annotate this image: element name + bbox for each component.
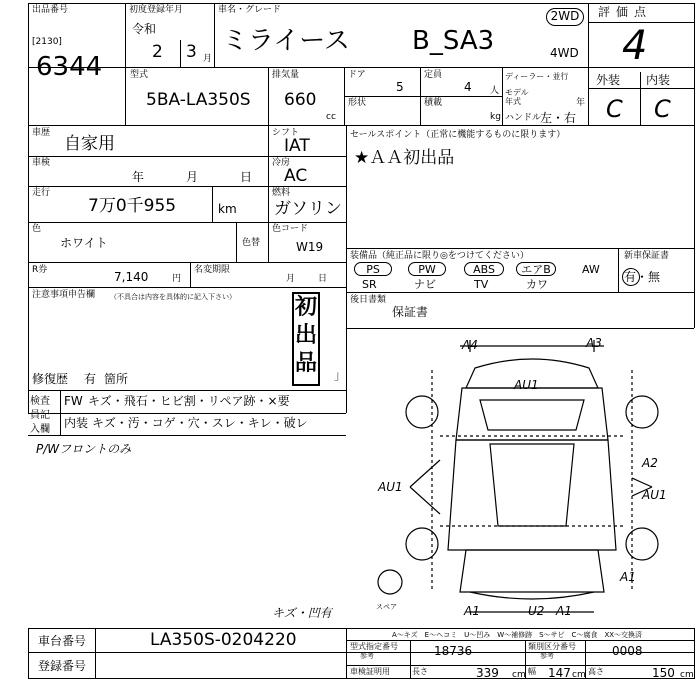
drive-2wd: 2WD (546, 8, 584, 26)
dimensions-label: 車検証明用 (350, 667, 390, 676)
model-designation-ref: 参考 (360, 652, 374, 660)
length-unit: cm (512, 670, 526, 680)
registration-year: 2 (152, 42, 163, 62)
repair-label: 修復歴 (32, 372, 69, 386)
ac: AC (284, 166, 308, 186)
inspection-label: 車検 (32, 158, 51, 168)
score-label: 評価点 (598, 5, 653, 19)
ac-label: 冷房 (272, 158, 291, 168)
dealer-label: ディーラー・並行 (505, 72, 569, 81)
category-label: 車歴 (32, 128, 51, 138)
doors-label: ドア (348, 70, 366, 80)
damage-legend: A～キズ E～ヘコミ U～凹み W～補修跡 S～サビ C～腐食 XX～交換済 (392, 631, 643, 639)
stamp-text: 初出品 (295, 295, 318, 376)
capacity-label: 定員 (424, 70, 443, 80)
mark-a1-rear-left: A1 (464, 604, 480, 618)
year-unit: 年 (576, 98, 586, 108)
car-name-label: 車名・グレード (218, 5, 282, 15)
mark-au1-right: AU1 (642, 488, 667, 502)
damage-arrows (410, 460, 652, 514)
equipment-tv: TV (474, 278, 489, 291)
spare-label: スペア (376, 603, 397, 611)
color: ホワイト (60, 236, 108, 250)
kg-unit: kg (490, 112, 501, 122)
equipment-sr: SR (362, 278, 377, 291)
chassis-label: 車台番号 (38, 634, 87, 648)
width-label: 幅 (528, 667, 536, 676)
repair-value: 有 (84, 372, 97, 386)
load-label: 積載 (424, 98, 443, 108)
month-unit: 月 (203, 54, 213, 64)
color-code: W19 (296, 240, 324, 254)
era: 令和 (132, 22, 157, 36)
equipment-label: 装備品（純正品に限り◎をつけてください） (350, 251, 529, 261)
lot-number: 6344 (36, 52, 103, 82)
inspection-month-label: 月 (186, 170, 199, 184)
width-unit: cm (572, 670, 586, 680)
score: 4 (622, 23, 648, 69)
interior-label: 内装 (646, 73, 671, 87)
sales-points-text: ★ＡＡ初出品 (354, 148, 455, 168)
warranty-label: 新車保証書 (624, 251, 670, 261)
classification: 0008 (612, 644, 643, 658)
equipment-navi: ナビ (414, 278, 436, 291)
length-value: 339 (476, 666, 499, 680)
equipment-airbag: エアB (516, 262, 556, 276)
displacement: 660 (284, 90, 317, 110)
classification-ref: 参考 (540, 652, 554, 660)
inspector-label: 検査員記入欄 (30, 396, 50, 435)
shift-label: シフト (272, 128, 300, 138)
doors: 5 (396, 80, 404, 94)
yen-unit: 円 (172, 274, 182, 284)
equipment-ps: PS (354, 262, 392, 276)
color-change-label: 色替 (242, 238, 261, 248)
length-label: 長さ (412, 667, 428, 676)
classification-label: 類別区分番号 (528, 642, 576, 651)
handle: 左・右 (540, 111, 577, 125)
height-label: 高さ (588, 667, 604, 676)
diagram-handwritten-note: キズ・凹有 (272, 606, 332, 620)
fuel: ガソリン (274, 199, 342, 219)
interior-row-label: 内装 (64, 416, 89, 430)
model: 5BA-LA350S (146, 90, 251, 110)
mark-u2: U2 (528, 604, 545, 618)
notes-sub-label: （不具合は内容を具体的に記入下さい） (110, 293, 236, 301)
model-designation: 18736 (434, 644, 473, 658)
registration-label: 登録番号 (38, 659, 87, 673)
model-label: 型式 (130, 70, 149, 80)
grade: B_SA3 (412, 26, 495, 56)
exterior-label: 外装 (596, 73, 621, 87)
chassis-number: LA350S-0204220 (150, 630, 297, 650)
cc-unit: cc (326, 112, 336, 122)
handle-label: ハンドル (505, 113, 542, 123)
mileage-label: 走行 (32, 188, 51, 198)
car-diagram (370, 330, 694, 628)
fw-label: FW (64, 394, 83, 408)
interior-grade: C (654, 95, 671, 123)
mark-au1-front: AU1 (514, 378, 539, 392)
inspection-year-label: 年 (132, 170, 145, 184)
equipment-leather: カワ (526, 278, 548, 291)
wheels (378, 396, 658, 594)
warranty-value: 有・無 (624, 270, 661, 284)
recycle-label: R券 (32, 265, 48, 275)
model-year-label: モデル年式 (505, 88, 529, 106)
height-value: 150 (652, 666, 675, 680)
car-name: ミライース (222, 26, 350, 56)
km-unit: km (218, 202, 237, 216)
shape-label: 形状 (348, 98, 367, 108)
mark-au1-left: AU1 (378, 480, 403, 494)
first-listing-stamp (292, 292, 320, 386)
name-change-label: 名変期限 (194, 265, 231, 275)
mark-a1-right: A1 (620, 570, 636, 584)
width-value: 147 (548, 666, 571, 680)
repair-suffix: 箇所 (104, 372, 129, 386)
sales-points-label: セールスポイント（正常に機能するものに限ります） (350, 130, 566, 140)
exterior-grade: C (606, 95, 623, 123)
notes-label: 注意事項申告欄 (32, 290, 96, 300)
mark-a2: A2 (642, 456, 658, 470)
mark-a4: A4 (462, 338, 478, 352)
capacity: 4 (464, 80, 472, 94)
model-designation-label: 型式指定番号 (350, 642, 398, 651)
equipment-pw: PW (408, 262, 446, 276)
lot-number-label: 出品番号 (32, 5, 69, 15)
name-change-month: 月 (286, 274, 296, 284)
person-unit: 人 (490, 86, 500, 96)
mileage: 7万0千955 (88, 196, 177, 216)
equipment-abs: ABS (464, 262, 504, 276)
warranty-circle (622, 268, 640, 286)
handwritten-pw-note: P/Wフロントのみ (36, 442, 132, 456)
first-registration-label: 初度登録年月 (129, 5, 184, 15)
equipment-aw: AW (582, 263, 600, 276)
interior-items: キズ・汚・コゲ・穴・スレ・キレ・破レ (92, 416, 308, 430)
color-label: 色 (32, 224, 42, 234)
shift: IAT (284, 136, 310, 156)
displacement-label: 排気量 (272, 70, 300, 80)
mark-a3: A3 (586, 336, 602, 350)
docs-value: 保証書 (392, 305, 429, 319)
fw-items: キズ・飛石・ヒビ割・リペア跡・×要 (88, 394, 290, 408)
fuel-label: 燃料 (272, 188, 291, 198)
side-outlines (432, 370, 632, 590)
mark-a1-rear: A1 (556, 604, 572, 618)
drive-4wd: 4WD (550, 46, 579, 60)
lot-code: [2130] (32, 37, 62, 47)
inspection-day-label: 日 (240, 170, 253, 184)
name-change-day: 日 (318, 274, 328, 284)
docs-label: 後日書類 (350, 295, 387, 305)
category: 自家用 (64, 134, 115, 154)
recycle-value: 7,140 (114, 270, 149, 284)
color-code-label: 色コード (272, 224, 309, 234)
registration-month: 3 (186, 42, 197, 62)
stamp-bracket: 」 (334, 368, 347, 382)
height-unit: cm (680, 670, 694, 680)
